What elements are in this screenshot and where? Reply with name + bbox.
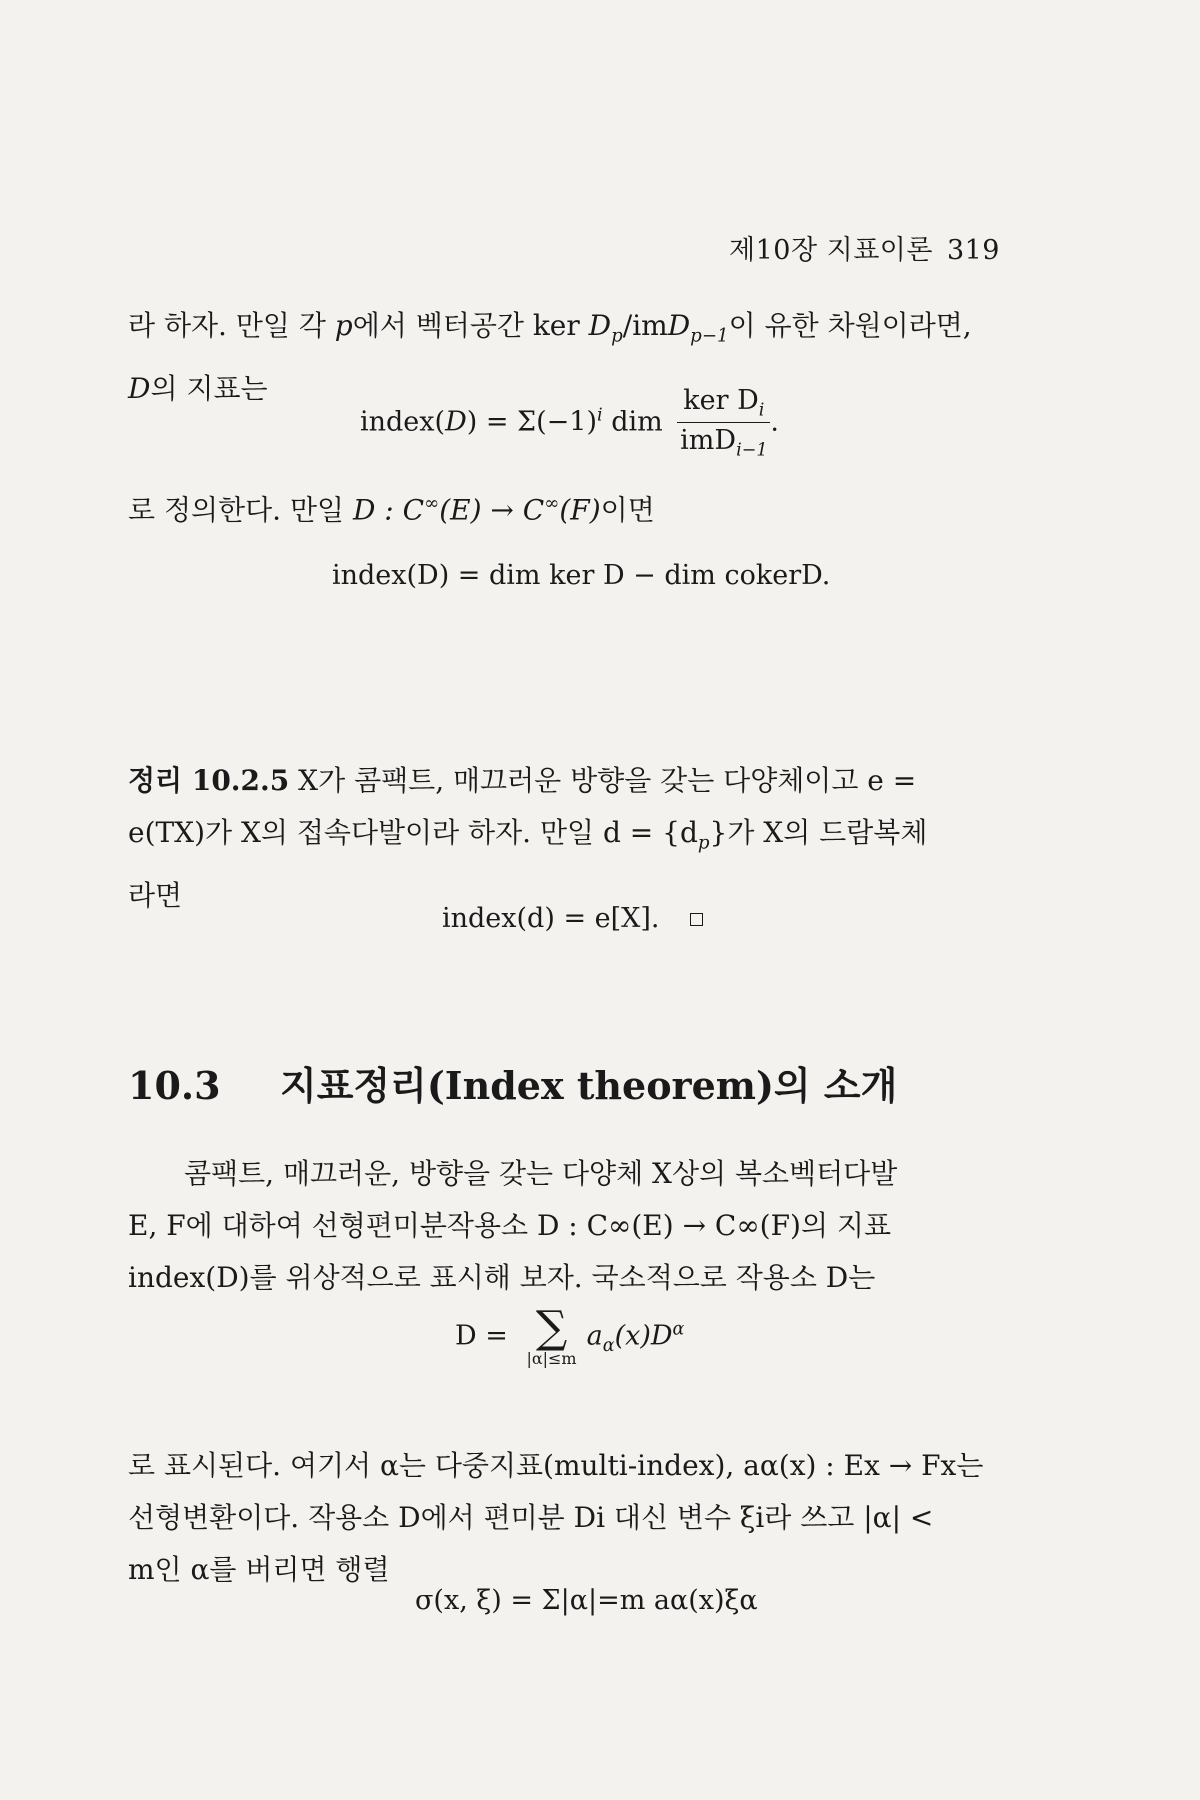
theorem-line-1: 정리 10.2.5 X가 콤팩트, 매끄러운 방향을 갖는 다양체이고 e = bbox=[128, 764, 917, 797]
paragraph-1-line-2: D의 지표는 bbox=[128, 371, 268, 405]
theorem-line-3: 라면 bbox=[128, 878, 183, 912]
paragraph-4-line-3: m인 α를 버리면 행렬 bbox=[128, 1553, 390, 1586]
paragraph-4-line-1: 로 표시된다. 여기서 α는 다중지표(multi-index), aα(x) : Ex → Fx는 bbox=[128, 1449, 984, 1482]
theorem-line-2: e(TX)가 X의 접속다발이라 하자. 만일 $d = \{d_p\}$가 X의 드람복체 bbox=[128, 816, 928, 854]
equation-euler-class: index(d) = e[X]. bbox=[442, 903, 703, 934]
equation-symbol: σ(x, ξ) = Σ|α|=m aα(x)ξα bbox=[415, 1585, 758, 1616]
theorem-label: 정리 10.2.5 bbox=[128, 764, 290, 797]
qed-box-icon bbox=[690, 913, 703, 926]
section-heading bbox=[128, 1055, 897, 1110]
paragraph-3-line-3: index(D)를 위상적으로 표시해 보자. 국소적으로 작용소 D는 bbox=[128, 1261, 876, 1294]
summation-sign: ∑ |α|≤m bbox=[526, 1302, 577, 1368]
equation-index-difference: index(D) = dim ker D − dim cokerD. bbox=[332, 560, 831, 591]
paragraph-3 bbox=[128, 1148, 1008, 1200]
equation-differential-operator: D = ∑ |α|≤m $a_\alpha(x)D^\alpha$ bbox=[455, 1302, 685, 1368]
paragraph-1-line-1: 라 하자. 만일 각 p에서 벡터공간 ker $D_p/imD_{p-1}$이 유한 차원이라면, bbox=[128, 309, 972, 347]
paragraph-3-line-2: E, F에 대하여 선형편미분작용소 D : C∞(E) → C∞(F)의 지표 bbox=[128, 1209, 891, 1242]
section-number: 10.3 bbox=[128, 1063, 221, 1108]
section-title: 지표정리(Index theorem)의 소개 bbox=[280, 1063, 898, 1108]
fraction: $\frac{ker D_i}{imD_{i-1}}$ bbox=[677, 385, 770, 461]
paragraph-3-cont bbox=[128, 1200, 1008, 1304]
paragraph-4 bbox=[128, 1440, 1008, 1596]
paragraph-4-line-2: 선형변환이다. 작용소 D에서 편미분 Di 대신 변수 ξi라 쓰고 |α| < bbox=[128, 1501, 934, 1534]
equation-index-sum: index(D) = $\Sigma(-1)^i$ dim $\frac{ker D_i}{imD_{i-1}}$ . bbox=[360, 385, 779, 461]
chapter-title: 제10장 지표이론 bbox=[729, 235, 933, 266]
theorem-10-2-5 bbox=[128, 755, 1008, 922]
paragraph-3-line-1: 콤팩트, 매끄러운, 방향을 갖는 다양체 X상의 복소벡터다발 bbox=[184, 1157, 898, 1190]
page-header bbox=[729, 228, 1000, 267]
paragraph-2: 로 정의한다. 만일 D : C∞(E) → C∞(F)이면 bbox=[128, 493, 655, 527]
page-number: 319 bbox=[946, 235, 1000, 266]
